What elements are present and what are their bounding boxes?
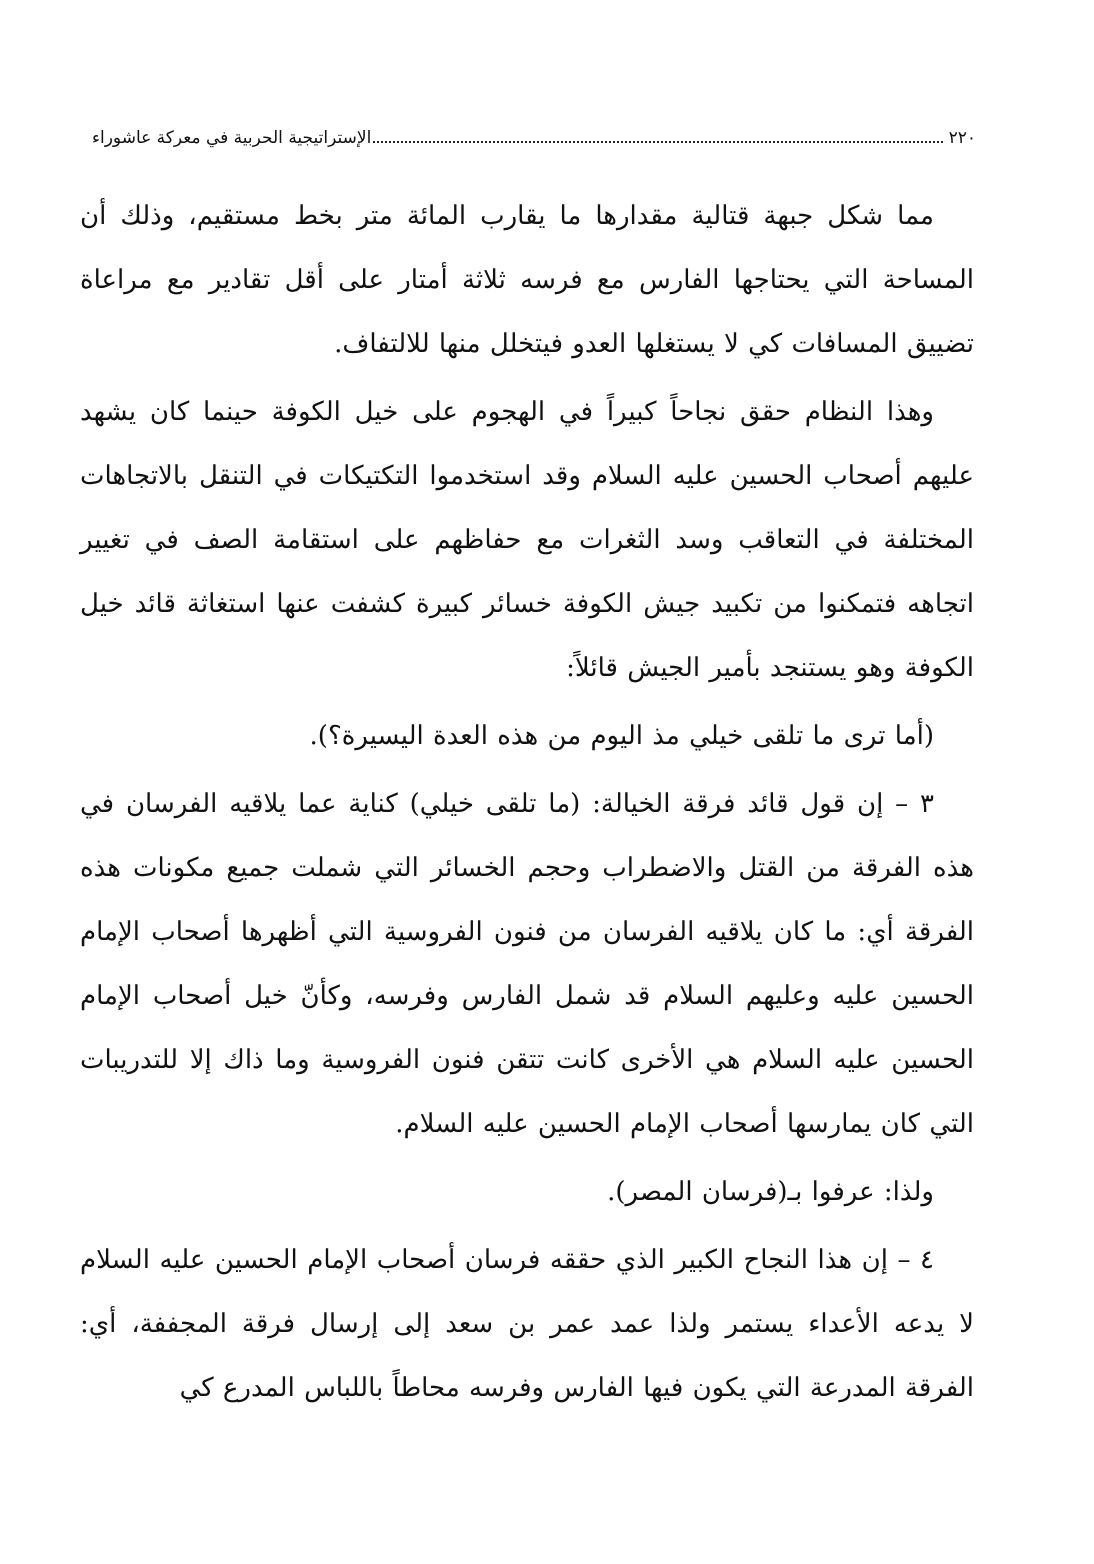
numbered-paragraph: ٤ – إن هذا النجاح الكبير الذي حققه فرسان أصحاب الإمام الحسين عليه السلام لا يدعه الأعداء يستمر ولذا عمد عمر بن سعد إلى إرسال فرقة المجففة، أي: الفرقة المدرعة التي يكون فيها الفارس وفرسه محاطاً باللباس المدرع كي <box>80 1245 974 1403</box>
body-text <box>80 184 974 1420</box>
running-header <box>92 116 976 150</box>
running-header-title: الإستراتيجية الحربية في معركة عاشوراء <box>92 128 372 148</box>
paragraph: وهذا النظام حقق نجاحاً كبيراً في الهجوم على خيل الكوفة حينما كان يشهد عليهم أصحاب الحسين عليه السلام وقد استخدموا التكتيكات في التنقل بالاتجاهات المختلفة في التعاقب وسد الثغرات مع حفاظهم على استقامة الصف في تغيير اتجاهه فتمكنوا من تكبيد جيش الكوفة خسائر كبيرة كشفت عنها استغاثة قائد خيل الكوفة وهو يستنجد بأمير الجيش قائلاً: <box>80 397 974 683</box>
quoted-paragraph: (أما ترى ما تلقى خيلي مذ اليوم من هذه العدة اليسيرة؟). <box>309 721 934 751</box>
numbered-paragraph: ٣ – إن قول قائد فرقة الخيالة: (ما تلقى خيلي) كناية عما يلاقيه الفرسان في هذه الفرقة من القتل والاضطراب وحجم الخسائر التي شملت جميع مكونات هذه الفرقة أي: ما كان يلاقيه الفرسان من فنون الفروسية التي أظهرها أصحاب الإمام الحسين عليه وعليهم السلام قد شمل الفارس وفرسه، وكأنّ خيل أصحاب الإمام الحسين عليه السلام هي الأخرى كانت تتقن فنون الفروسية وما ذاك إلا للتدريبات التي كان يمارسها أصحاب الإمام الحسين عليه السلام. <box>80 789 974 1139</box>
paragraph: مما شكل جبهة قتالية مقدارها ما يقارب المائة متر بخط مستقيم، وذلك أن المساحة التي يحتاجها الفارس مع فرسه ثلاثة أمتار على أقل تقادير مع مراعاة تضييق المسافات كي لا يستغلها العدو فيتخلل منها للالتفاف. <box>80 201 974 359</box>
page-number: ٢٢٠ <box>948 128 976 148</box>
paragraph: ولذا: عرفوا بـ(فرسان المصر). <box>607 1177 934 1207</box>
dotted-leader <box>373 139 942 143</box>
